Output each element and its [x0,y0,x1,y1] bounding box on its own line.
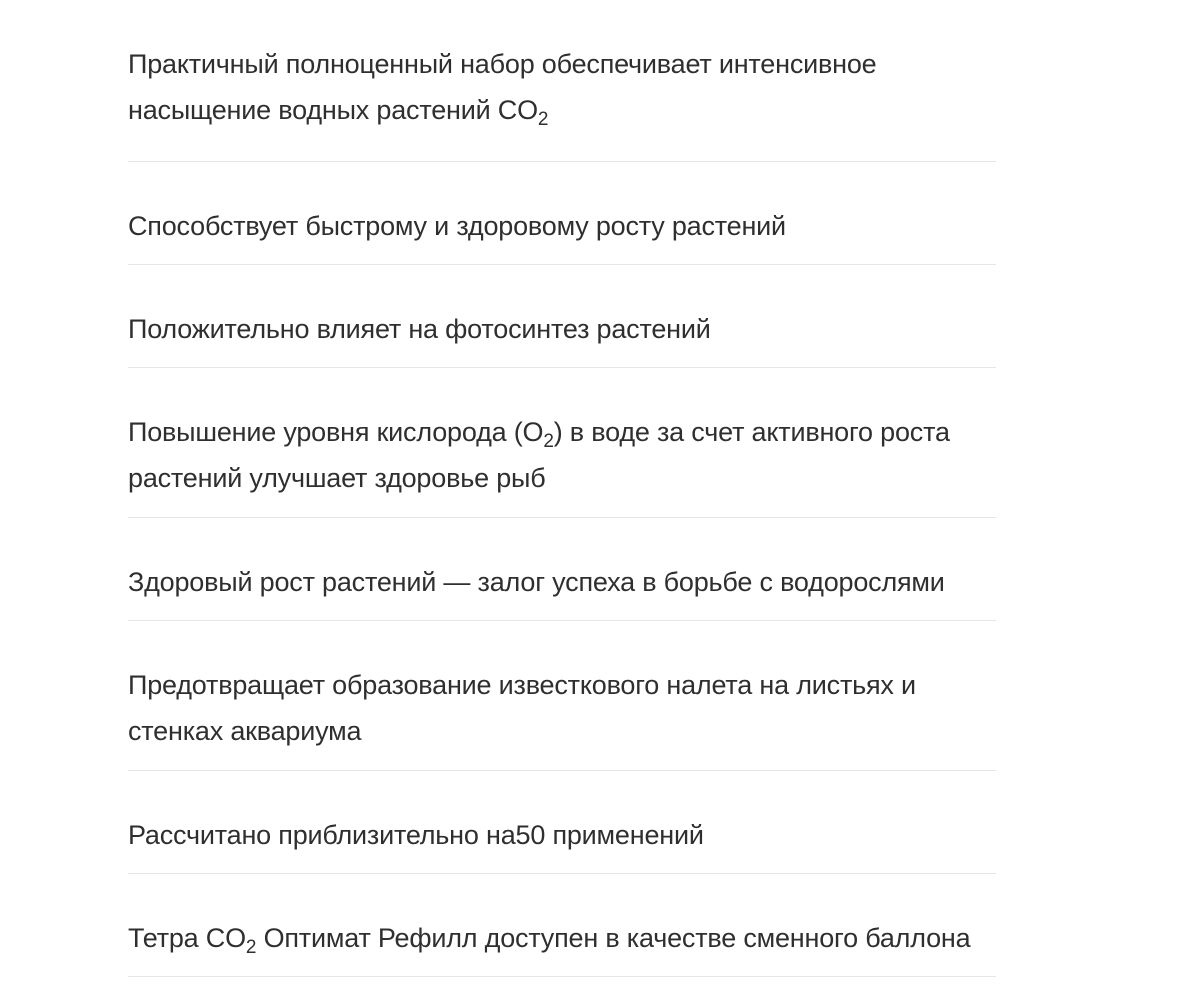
feature-subscript: 2 [245,937,257,958]
feature-item [128,265,996,368]
feature-item [128,162,996,265]
feature-text: Повышение уровня кислорода (O [128,417,544,447]
feature-text-after: Оптимат Рефилл доступен в качестве сменного баллона [256,923,971,953]
feature-text: Способствует быстрому и здоровому росту растений [128,211,786,241]
feature-text: Практичный полноценный набор обеспечивает интенсивное насыщение водных растений CO [128,49,877,125]
feature-item [128,0,996,162]
feature-text: Тетра CO [128,923,246,953]
feature-item [128,621,996,771]
feature-text: Предотвращает образование известкового налета на листьях и стенках аквариума [128,670,916,746]
feature-subscript: 2 [537,109,549,130]
feature-item [128,518,996,621]
feature-text-after: ) в воде за счет активного роста растений улучшает здоровье рыб [128,417,950,493]
feature-list [128,0,996,977]
feature-subscript: 2 [543,431,554,452]
feature-text: Рассчитано приблизительно на50 применений [128,820,704,850]
feature-text: Положительно влияет на фотосинтез растений [128,314,711,344]
feature-text: Здоровый рост растений — залог успеха в борьбе с водорослями [128,567,945,597]
feature-item [128,874,996,977]
feature-item [128,771,996,874]
feature-item [128,368,996,518]
